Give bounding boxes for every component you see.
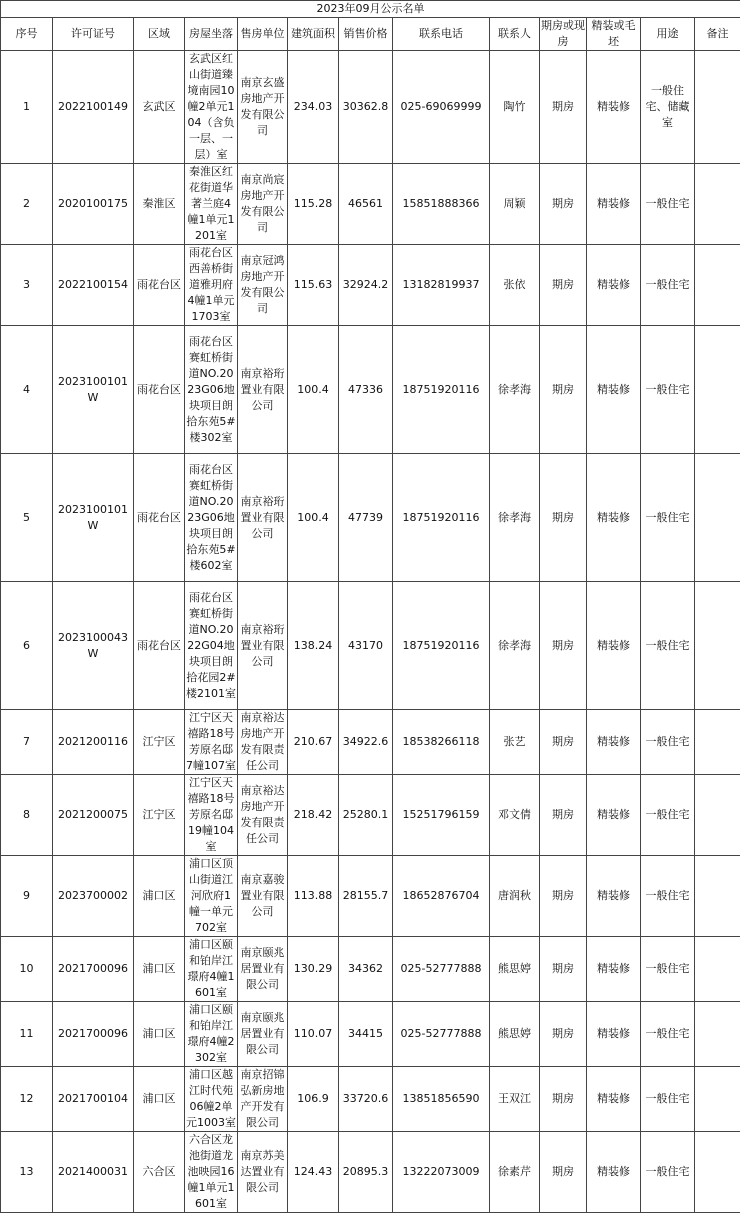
row-district: 雨花台区 (134, 245, 185, 326)
header-row (1, 18, 740, 51)
table-row (1, 1132, 740, 1213)
row-usage: 一般住宅 (641, 164, 695, 245)
row-address: 浦口区顶山街道江河欣府1幢一单元702室 (185, 856, 238, 937)
header-contact: 联系人 (490, 18, 540, 51)
row-phone: 18652876704 (393, 856, 490, 937)
row-price: 43170 (339, 582, 393, 710)
row-area: 130.29 (288, 937, 339, 1002)
table-row (1, 245, 740, 326)
row-address: 江宁区天禧路18号芳原名邸19幢104室 (185, 775, 238, 856)
row-remark (695, 245, 740, 326)
row-phone: 025-52777888 (393, 937, 490, 1002)
row-permit: 2023100043W (53, 582, 134, 710)
header-developer: 售房单位 (238, 18, 288, 51)
row-price: 20895.3 (339, 1132, 393, 1213)
row-district: 雨花台区 (134, 582, 185, 710)
row-remark (695, 582, 740, 710)
row-district: 雨花台区 (134, 454, 185, 582)
header-no: 序号 (1, 18, 53, 51)
row-no: 11 (1, 1002, 53, 1067)
row-no: 1 (1, 51, 53, 164)
header-area: 建筑面积 (288, 18, 339, 51)
table-row (1, 582, 740, 710)
row-stage: 期房 (540, 326, 587, 454)
row-price: 34922.6 (339, 710, 393, 775)
row-contact: 徐孝海 (490, 454, 540, 582)
row-finish: 精装修 (587, 1132, 641, 1213)
row-stage: 期房 (540, 164, 587, 245)
row-contact: 熊思婷 (490, 937, 540, 1002)
row-phone: 025-69069999 (393, 51, 490, 164)
row-district: 江宁区 (134, 710, 185, 775)
row-remark (695, 937, 740, 1002)
row-usage: 一般住宅 (641, 856, 695, 937)
header-price: 销售价格 (339, 18, 393, 51)
row-usage: 一般住宅 (641, 1132, 695, 1213)
row-remark (695, 856, 740, 937)
row-developer: 南京裕珩置业有限公司 (238, 582, 288, 710)
row-price: 25280.1 (339, 775, 393, 856)
row-phone: 13182819937 (393, 245, 490, 326)
table-row (1, 937, 740, 1002)
header-finish: 精装或毛坯 (587, 18, 641, 51)
row-permit: 2021200075 (53, 775, 134, 856)
row-finish: 精装修 (587, 582, 641, 710)
row-usage: 一般住宅 (641, 582, 695, 710)
table-row (1, 454, 740, 582)
table-row (1, 1002, 740, 1067)
row-no: 7 (1, 710, 53, 775)
row-finish: 精装修 (587, 1002, 641, 1067)
row-usage: 一般住宅 (641, 1002, 695, 1067)
row-district: 浦口区 (134, 856, 185, 937)
row-price: 34415 (339, 1002, 393, 1067)
row-remark (695, 1132, 740, 1213)
row-permit: 2021700096 (53, 937, 134, 1002)
row-developer: 南京裕珩置业有限公司 (238, 326, 288, 454)
row-area: 106.9 (288, 1067, 339, 1132)
table-row (1, 1067, 740, 1132)
row-stage: 期房 (540, 454, 587, 582)
table-row (1, 710, 740, 775)
row-district: 浦口区 (134, 1067, 185, 1132)
row-price: 46561 (339, 164, 393, 245)
row-area: 138.24 (288, 582, 339, 710)
row-finish: 精装修 (587, 164, 641, 245)
row-finish: 精装修 (587, 245, 641, 326)
row-contact: 唐润秋 (490, 856, 540, 937)
row-contact: 陶竹 (490, 51, 540, 164)
row-stage: 期房 (540, 856, 587, 937)
row-finish: 精装修 (587, 51, 641, 164)
row-usage: 一般住宅 (641, 245, 695, 326)
row-stage: 期房 (540, 1067, 587, 1132)
row-developer: 南京颐兆居置业有限公司 (238, 1002, 288, 1067)
row-district: 秦淮区 (134, 164, 185, 245)
row-no: 8 (1, 775, 53, 856)
row-no: 2 (1, 164, 53, 245)
table-row (1, 51, 740, 164)
row-developer: 南京尚宸房地产开发有限公司 (238, 164, 288, 245)
row-developer: 南京苏美达置业有限公司 (238, 1132, 288, 1213)
row-usage: 一般住宅 (641, 775, 695, 856)
row-address: 雨花台区赛虹桥街道NO.2022G04地块项目朗拾花园2#楼2101室 (185, 582, 238, 710)
row-contact: 徐孝海 (490, 582, 540, 710)
row-contact: 熊思婷 (490, 1002, 540, 1067)
row-phone: 13851856590 (393, 1067, 490, 1132)
row-no: 3 (1, 245, 53, 326)
row-permit: 2021700104 (53, 1067, 134, 1132)
row-price: 33720.6 (339, 1067, 393, 1132)
row-no: 13 (1, 1132, 53, 1213)
row-permit: 2021200116 (53, 710, 134, 775)
row-area: 218.42 (288, 775, 339, 856)
row-remark (695, 1002, 740, 1067)
row-district: 雨花台区 (134, 326, 185, 454)
row-stage: 期房 (540, 51, 587, 164)
row-address: 浦口区颐和铂岸江璟府4幢1601室 (185, 937, 238, 1002)
row-contact: 周颖 (490, 164, 540, 245)
row-no: 5 (1, 454, 53, 582)
row-address: 六合区龙池街道龙池映园16幢1单元1601室 (185, 1132, 238, 1213)
row-remark (695, 454, 740, 582)
row-area: 115.63 (288, 245, 339, 326)
table-body (1, 51, 740, 1213)
row-address: 雨花台区西善桥街道雅玥府4幢1单元1703室 (185, 245, 238, 326)
row-stage: 期房 (540, 1132, 587, 1213)
row-finish: 精装修 (587, 454, 641, 582)
row-phone: 18751920116 (393, 582, 490, 710)
row-area: 100.4 (288, 454, 339, 582)
row-phone: 18538266118 (393, 710, 490, 775)
row-stage: 期房 (540, 937, 587, 1002)
row-usage: 一般住宅 (641, 710, 695, 775)
row-address: 雨花台区赛虹桥街道NO.2023G06地块项目朗拾东苑5#楼302室 (185, 326, 238, 454)
row-stage: 期房 (540, 1002, 587, 1067)
row-stage: 期房 (540, 245, 587, 326)
row-no: 9 (1, 856, 53, 937)
row-area: 113.88 (288, 856, 339, 937)
row-finish: 精装修 (587, 937, 641, 1002)
header-remark: 备注 (695, 18, 740, 51)
row-permit: 2021700096 (53, 1002, 134, 1067)
row-district: 浦口区 (134, 1002, 185, 1067)
row-developer: 南京嘉骏置业有限公司 (238, 856, 288, 937)
row-developer: 南京玄盛房地产开发有限公司 (238, 51, 288, 164)
row-developer: 南京裕达房地产开发有限责任公司 (238, 710, 288, 775)
row-area: 110.07 (288, 1002, 339, 1067)
row-phone: 025-52777888 (393, 1002, 490, 1067)
sheet-title: 2023年09月公示名单 (1, 1, 740, 18)
row-area: 115.28 (288, 164, 339, 245)
row-developer: 南京颐兆居置业有限公司 (238, 937, 288, 1002)
row-contact: 张依 (490, 245, 540, 326)
row-remark (695, 1067, 740, 1132)
row-stage: 期房 (540, 775, 587, 856)
row-address: 浦口区越江时代苑06幢2单元1003室 (185, 1067, 238, 1132)
row-phone: 15851888366 (393, 164, 490, 245)
row-no: 6 (1, 582, 53, 710)
row-usage: 一般住宅 (641, 454, 695, 582)
row-finish: 精装修 (587, 775, 641, 856)
row-address: 江宁区天禧路18号芳原名邸7幢107室 (185, 710, 238, 775)
row-phone: 18751920116 (393, 454, 490, 582)
row-usage: 一般住宅 (641, 937, 695, 1002)
row-address: 雨花台区赛虹桥街道NO.2023G06地块项目朗拾东苑5#楼602室 (185, 454, 238, 582)
row-area: 234.03 (288, 51, 339, 164)
row-phone: 15251796159 (393, 775, 490, 856)
row-contact: 徐孝海 (490, 326, 540, 454)
row-developer: 南京招锦弘新房地产开发有限公司 (238, 1067, 288, 1132)
row-price: 30362.8 (339, 51, 393, 164)
row-permit: 2020100175 (53, 164, 134, 245)
row-no: 4 (1, 326, 53, 454)
row-remark (695, 710, 740, 775)
row-remark (695, 775, 740, 856)
row-usage: 一般住宅、储藏室 (641, 51, 695, 164)
row-remark (695, 326, 740, 454)
row-phone: 13222073009 (393, 1132, 490, 1213)
header-address: 房屋坐落 (185, 18, 238, 51)
row-phone: 18751920116 (393, 326, 490, 454)
row-developer: 南京裕达房地产开发有限责任公司 (238, 775, 288, 856)
row-address: 浦口区颐和铂岸江璟府4幢2302室 (185, 1002, 238, 1067)
row-contact: 王双江 (490, 1067, 540, 1132)
row-contact: 张艺 (490, 710, 540, 775)
row-stage: 期房 (540, 710, 587, 775)
row-district: 浦口区 (134, 937, 185, 1002)
row-finish: 精装修 (587, 326, 641, 454)
row-stage: 期房 (540, 582, 587, 710)
row-district: 江宁区 (134, 775, 185, 856)
row-permit: 2023100101W (53, 326, 134, 454)
row-usage: 一般住宅 (641, 1067, 695, 1132)
row-permit: 2022100149 (53, 51, 134, 164)
header-permit: 许可证号 (53, 18, 134, 51)
row-district: 玄武区 (134, 51, 185, 164)
row-price: 47336 (339, 326, 393, 454)
row-contact: 徐素芹 (490, 1132, 540, 1213)
row-permit: 2023700002 (53, 856, 134, 937)
table-row (1, 326, 740, 454)
header-usage: 用途 (641, 18, 695, 51)
row-area: 124.43 (288, 1132, 339, 1213)
header-phone: 联系电话 (393, 18, 490, 51)
row-permit: 2022100154 (53, 245, 134, 326)
row-remark (695, 164, 740, 245)
row-usage: 一般住宅 (641, 326, 695, 454)
row-developer: 南京冠鸿房地产开发有限公司 (238, 245, 288, 326)
row-finish: 精装修 (587, 856, 641, 937)
row-no: 10 (1, 937, 53, 1002)
row-permit: 2023100101W (53, 454, 134, 582)
row-price: 32924.2 (339, 245, 393, 326)
row-contact: 邓文倩 (490, 775, 540, 856)
row-price: 47739 (339, 454, 393, 582)
row-finish: 精装修 (587, 1067, 641, 1132)
row-area: 210.67 (288, 710, 339, 775)
row-district: 六合区 (134, 1132, 185, 1213)
header-district: 区域 (134, 18, 185, 51)
row-area: 100.4 (288, 326, 339, 454)
row-finish: 精装修 (587, 710, 641, 775)
table-row (1, 856, 740, 937)
row-no: 12 (1, 1067, 53, 1132)
row-developer: 南京裕珩置业有限公司 (238, 454, 288, 582)
header-stage: 期房或现房 (540, 18, 587, 51)
row-remark (695, 51, 740, 164)
row-address: 秦淮区红花街道华著兰庭4幢1单元1201室 (185, 164, 238, 245)
row-price: 34362 (339, 937, 393, 1002)
row-price: 28155.7 (339, 856, 393, 937)
row-address: 玄武区红山街道臻境南园10幢2单元104（含负一层、一层）室 (185, 51, 238, 164)
table-row (1, 775, 740, 856)
row-permit: 2021400031 (53, 1132, 134, 1213)
table-row (1, 164, 740, 245)
